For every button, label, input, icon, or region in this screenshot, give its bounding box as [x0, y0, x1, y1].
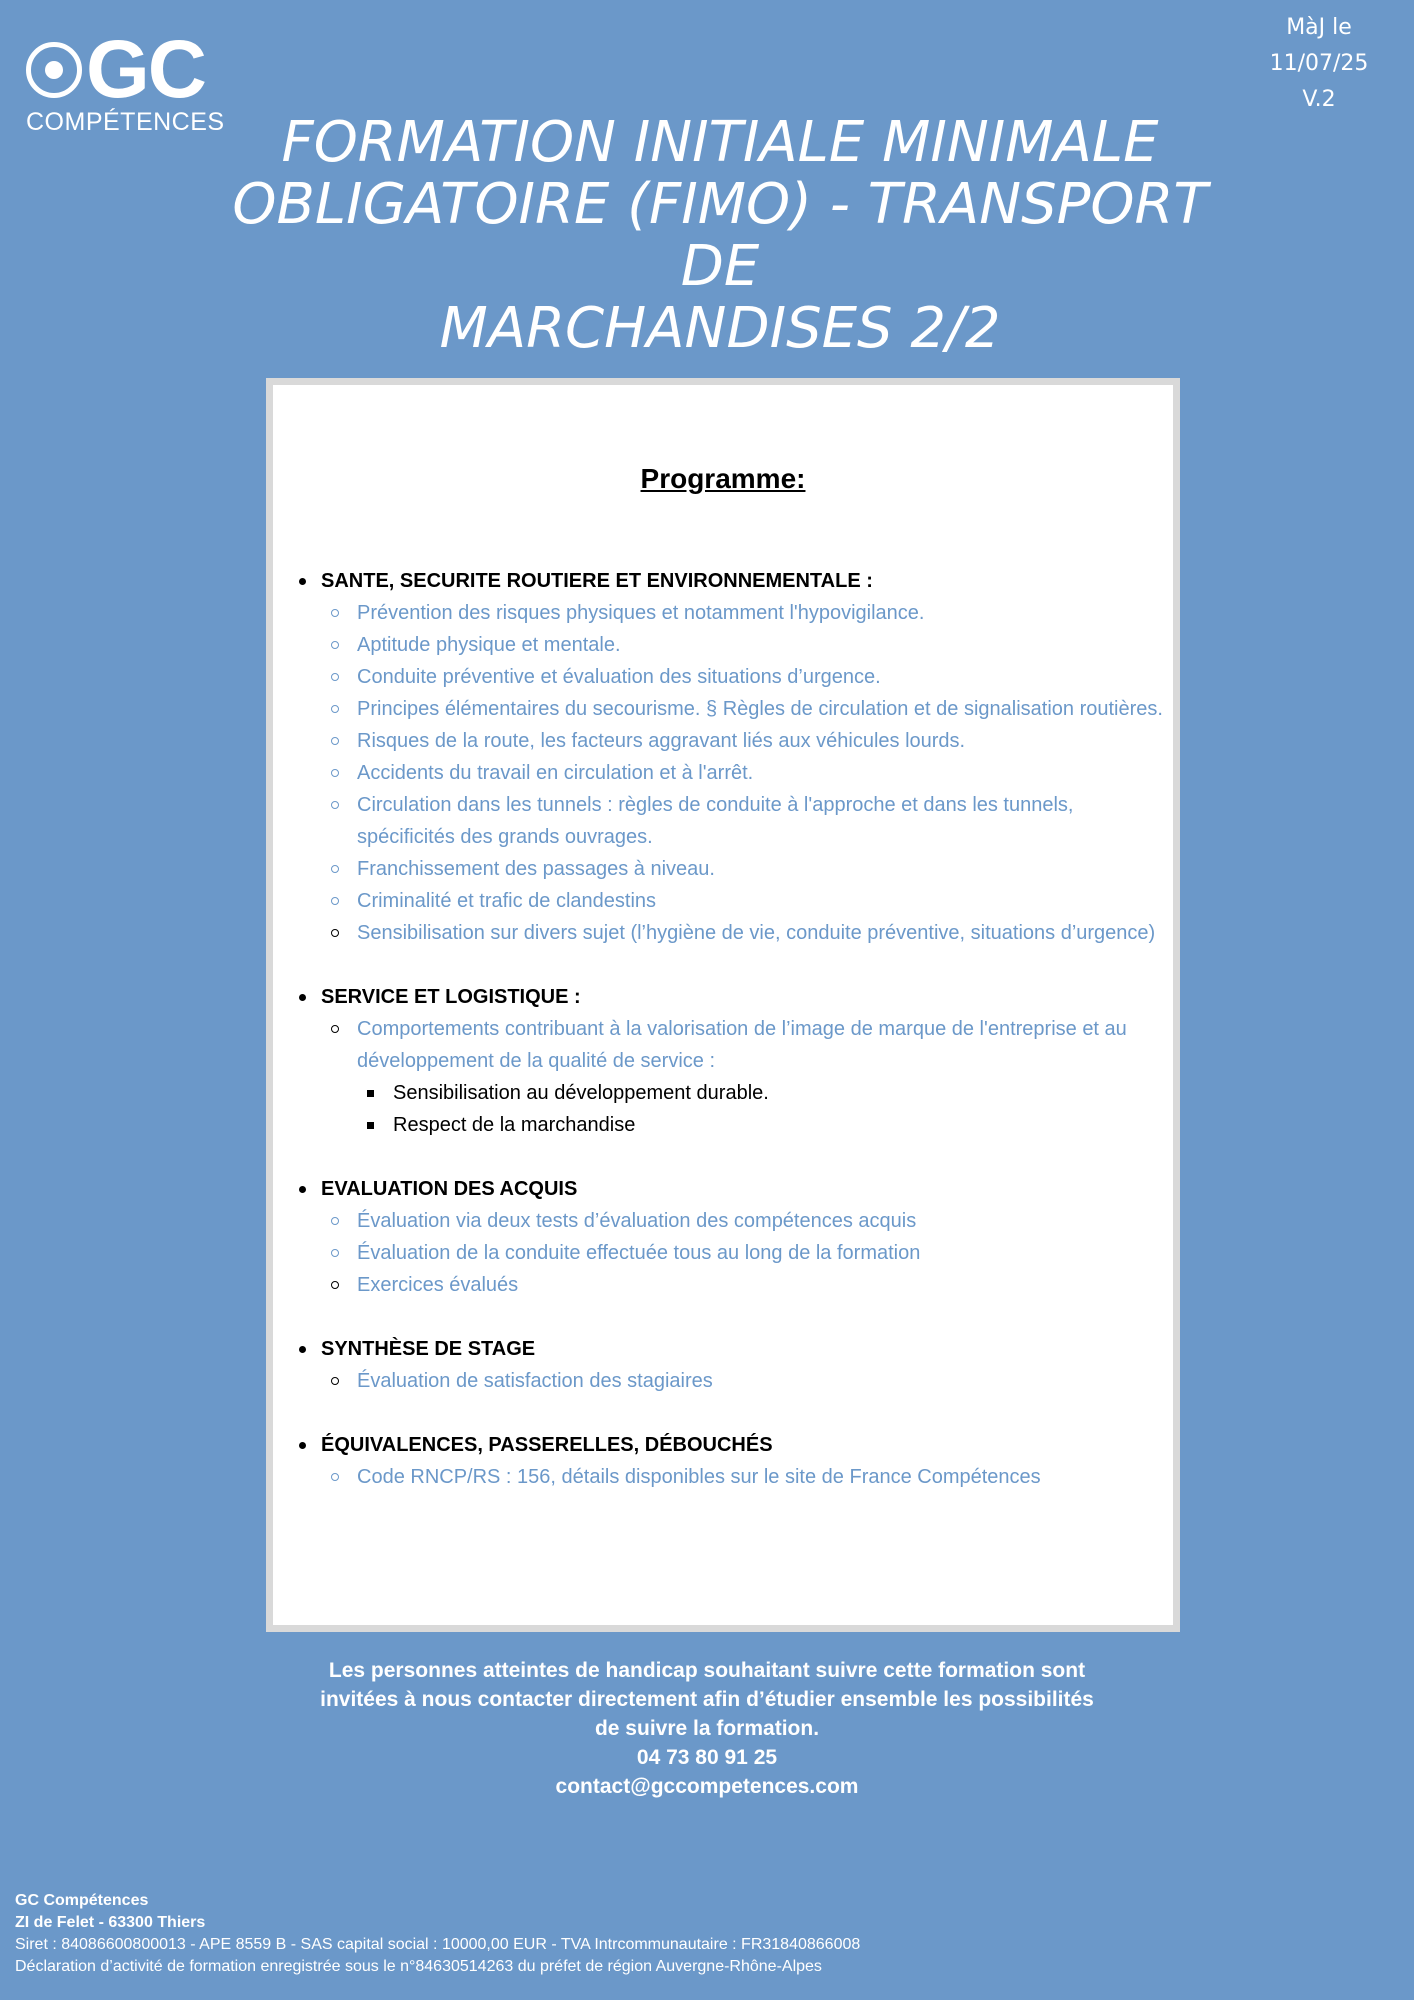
note-line-1: Les personnes atteintes de handicap souhaitant suivre cette formation sont — [328, 1659, 1086, 1682]
list-item-text: Code RNCP/RS : 156, détails disponibles sur le site de France Compétences — [357, 1466, 1041, 1488]
section-heading — [293, 565, 1163, 597]
logo-ring-icon — [26, 42, 82, 98]
list-item — [293, 1269, 1163, 1301]
programme-sections — [293, 565, 1163, 1525]
list-subitem-text: Respect de la marchandise — [393, 1114, 636, 1136]
list-item-text: Évaluation de la conduite effectuée tous au long de la formation — [357, 1242, 921, 1264]
section-synthese — [293, 1333, 1163, 1397]
list-item-text: Franchissement des passages à niveau. — [357, 858, 715, 880]
list-item-text: Conduite préventive et évaluation des situations d’urgence. — [357, 666, 881, 688]
section-service — [293, 981, 1163, 1141]
circle-bullet-icon — [329, 1205, 357, 1237]
circle-bullet-icon — [329, 693, 357, 725]
list-item — [293, 693, 1163, 725]
section-heading — [293, 1333, 1163, 1365]
list-item-text: Risques de la route, les facteurs aggravant liés aux véhicules lourds. — [357, 730, 966, 752]
page-title — [200, 112, 1240, 360]
programme-card — [266, 378, 1180, 1632]
version: V.2 — [1302, 87, 1336, 112]
circle-bullet-icon — [329, 1269, 357, 1301]
list-item — [293, 1365, 1163, 1397]
circle-bullet-icon — [329, 1461, 357, 1493]
list-item — [293, 1461, 1163, 1493]
circle-bullet-icon — [329, 1237, 357, 1269]
list-item-text: Circulation dans les tunnels : règles de conduite à l'approche et dans les tunnels, spécificités des grands ouvrages. — [357, 794, 1074, 848]
section-items — [293, 1461, 1163, 1493]
programme-title: Programme: — [640, 463, 806, 494]
circle-bullet-icon — [329, 725, 357, 757]
section-equivalences — [293, 1429, 1163, 1493]
circle-bullet-icon — [329, 597, 357, 629]
section-items — [293, 597, 1163, 949]
list-subitem — [293, 1109, 1163, 1141]
list-item — [293, 1205, 1163, 1237]
logo-mark — [26, 24, 208, 115]
list-item-text: Criminalité et trafic de clandestins — [357, 890, 657, 912]
section-heading-text: EVALUATION DES ACQUIS — [321, 1178, 578, 1200]
circle-bullet-icon — [329, 853, 357, 885]
circle-bullet-icon — [329, 1013, 357, 1045]
list-item — [293, 917, 1163, 949]
accessibility-note — [270, 1656, 1144, 1801]
logo-subtitle: COMPÉTENCES — [26, 108, 225, 136]
list-item — [293, 789, 1163, 853]
update-date: 11/07/25 — [1269, 51, 1369, 76]
footer-declaration: Déclaration d’activité de formation enregistrée sous le n°84630514263 du préfet de région Auvergne-Rhône-Alpes — [15, 1958, 822, 1975]
section-heading-text: SANTE, SECURITE ROUTIERE ET ENVIRONNEMENTALE : — [321, 570, 873, 592]
list-item-text: Évaluation de satisfaction des stagiaires — [357, 1370, 713, 1392]
title-line-1: FORMATION INITIALE MINIMALE — [281, 110, 1159, 175]
company-logo — [26, 24, 225, 136]
list-item-text: Exercices évalués — [357, 1274, 519, 1296]
title-line-2: OBLIGATOIRE (FIMO) - TRANSPORT DE — [232, 172, 1208, 299]
circle-bullet-icon — [329, 789, 357, 821]
list-item-text: Aptitude physique et mentale. — [357, 634, 621, 656]
section-sante — [293, 565, 1163, 949]
list-item-text: Principes élémentaires du secourisme. § Règles de circulation et de signalisation routières. — [357, 698, 1163, 720]
list-item — [293, 757, 1163, 789]
list-item-text: Prévention des risques physiques et notamment l'hypovigilance. — [357, 602, 925, 624]
contact-phone[interactable]: 04 73 80 91 25 — [636, 1746, 778, 1769]
list-item-text: Accidents du travail en circulation et à l'arrêt. — [357, 762, 754, 784]
footer — [15, 1890, 860, 1978]
section-items — [293, 1013, 1163, 1141]
logo-letters: GC — [86, 24, 205, 115]
section-heading — [293, 1429, 1163, 1461]
section-heading-text: ÉQUIVALENCES, PASSERELLES, DÉBOUCHÉS — [321, 1434, 773, 1456]
update-info — [1254, 10, 1384, 118]
section-items — [293, 1205, 1163, 1301]
square-bullet-icon — [365, 1109, 393, 1141]
circle-bullet-icon — [329, 917, 357, 949]
list-item — [293, 661, 1163, 693]
list-item-text: Comportements contribuant à la valorisation de l’image de marque de l'entreprise et au développement de la qualité de service : — [357, 1018, 1127, 1072]
section-heading-text: SERVICE ET LOGISTIQUE : — [321, 986, 581, 1008]
title-line-3: MARCHANDISES 2/2 — [439, 296, 1001, 361]
circle-bullet-icon — [329, 629, 357, 661]
footer-address: ZI de Felet - 63300 Thiers — [15, 1914, 206, 1931]
note-line-3: de suivre la formation. — [594, 1717, 820, 1740]
list-item — [293, 629, 1163, 661]
section-heading — [293, 981, 1163, 1013]
circle-bullet-icon — [329, 885, 357, 917]
footer-legal: Siret : 84086600800013 - APE 8559 B - SAS capital social : 10000,00 EUR - TVA Intrcommunautaire : FR31840866008 — [15, 1936, 861, 1953]
contact-email[interactable]: contact@gccompetences.com — [555, 1775, 859, 1798]
list-item — [293, 725, 1163, 757]
list-item-text: Sensibilisation sur divers sujet (l’hygiène de vie, conduite préventive, situations d’urgence) — [357, 922, 1156, 944]
footer-company: GC Compétences — [15, 1892, 149, 1909]
note-line-2: invitées à nous contacter directement afin d’étudier ensemble les possibilités — [320, 1688, 1094, 1711]
section-evaluation — [293, 1173, 1163, 1301]
square-bullet-icon — [365, 1077, 393, 1109]
circle-bullet-icon — [329, 1365, 357, 1397]
list-item — [293, 885, 1163, 917]
list-item — [293, 1013, 1163, 1077]
section-items — [293, 1365, 1163, 1397]
circle-bullet-icon — [329, 661, 357, 693]
section-heading-text: SYNTHÈSE DE STAGE — [321, 1338, 536, 1360]
list-item-text: Évaluation via deux tests d’évaluation des compétences acquis — [357, 1210, 917, 1232]
list-subitem-text: Sensibilisation au développement durable. — [393, 1082, 769, 1104]
update-label: MàJ le — [1286, 15, 1352, 40]
list-item — [293, 597, 1163, 629]
list-item — [293, 853, 1163, 885]
circle-bullet-icon — [329, 757, 357, 789]
list-subitem — [293, 1077, 1163, 1109]
list-item — [293, 1237, 1163, 1269]
section-heading — [293, 1173, 1163, 1205]
